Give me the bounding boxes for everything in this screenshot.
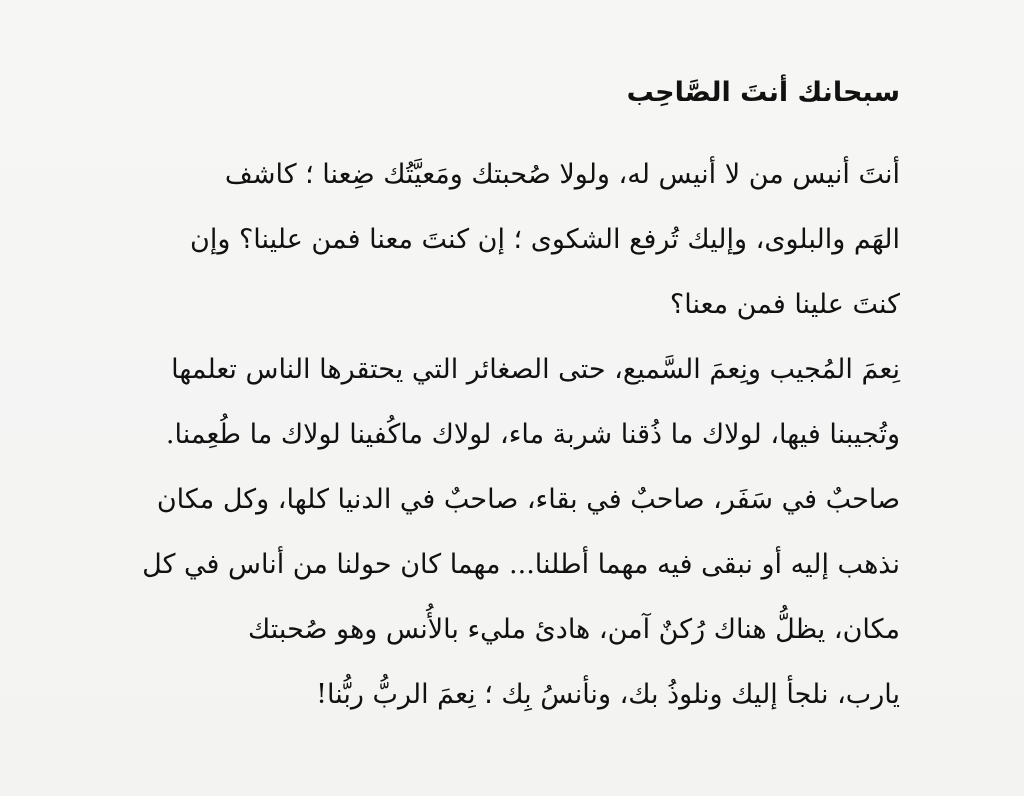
paragraph-line: الهَم والبلوى، وإليك تُرفع الشكوى ؛ إن كنتَ معنا فمن علينا؟ وإن: [190, 224, 900, 255]
paragraph-line: أنتَ أنيس من لا أنيس له، ولولا صُحبتك ومَعيَّتُك ضِعنا ؛ كاشف: [224, 159, 900, 190]
paragraph-line: نذهب إليه أو نبقى فيه مهما أطلنا... مهما كان حولنا من أناس في كل: [142, 549, 900, 580]
paragraph-line: كنتَ علينا فمن معنا؟: [669, 289, 900, 320]
paragraph-3: [110, 467, 900, 727]
paragraph-line: صاحبٌ في سَفَر، صاحبٌ في بقاء، صاحبٌ في الدنيا كلها، وكل مكان: [156, 484, 900, 515]
paragraph-1: [110, 142, 900, 337]
paragraph-2: [110, 337, 900, 467]
page-title: سبحانك أنتَ الصَّاحِب: [626, 77, 900, 108]
paragraph-line: يارب، نلجأ إليك ونلوذُ بك، ونأنسُ بِك ؛ نِعمَ الربُّ ربُّنا!: [316, 679, 900, 710]
paragraph-line: نِعمَ المُجيب ونِعمَ السَّميع، حتى الصغائر التي يحتقرها الناس تعلمها: [171, 354, 900, 385]
paragraph-line: وتُجيبنا فيها، لولاك ما ذُقنا شربة ماء، لولاك ماكُفينا لولاك ما طُعِمنا.: [165, 419, 900, 450]
paragraph-line: مكان، يظلُّ هناك رُكنٌ آمن، هادئ مليء بالأُنس وهو صُحبتك: [248, 614, 900, 645]
document-text-block: [110, 60, 900, 727]
